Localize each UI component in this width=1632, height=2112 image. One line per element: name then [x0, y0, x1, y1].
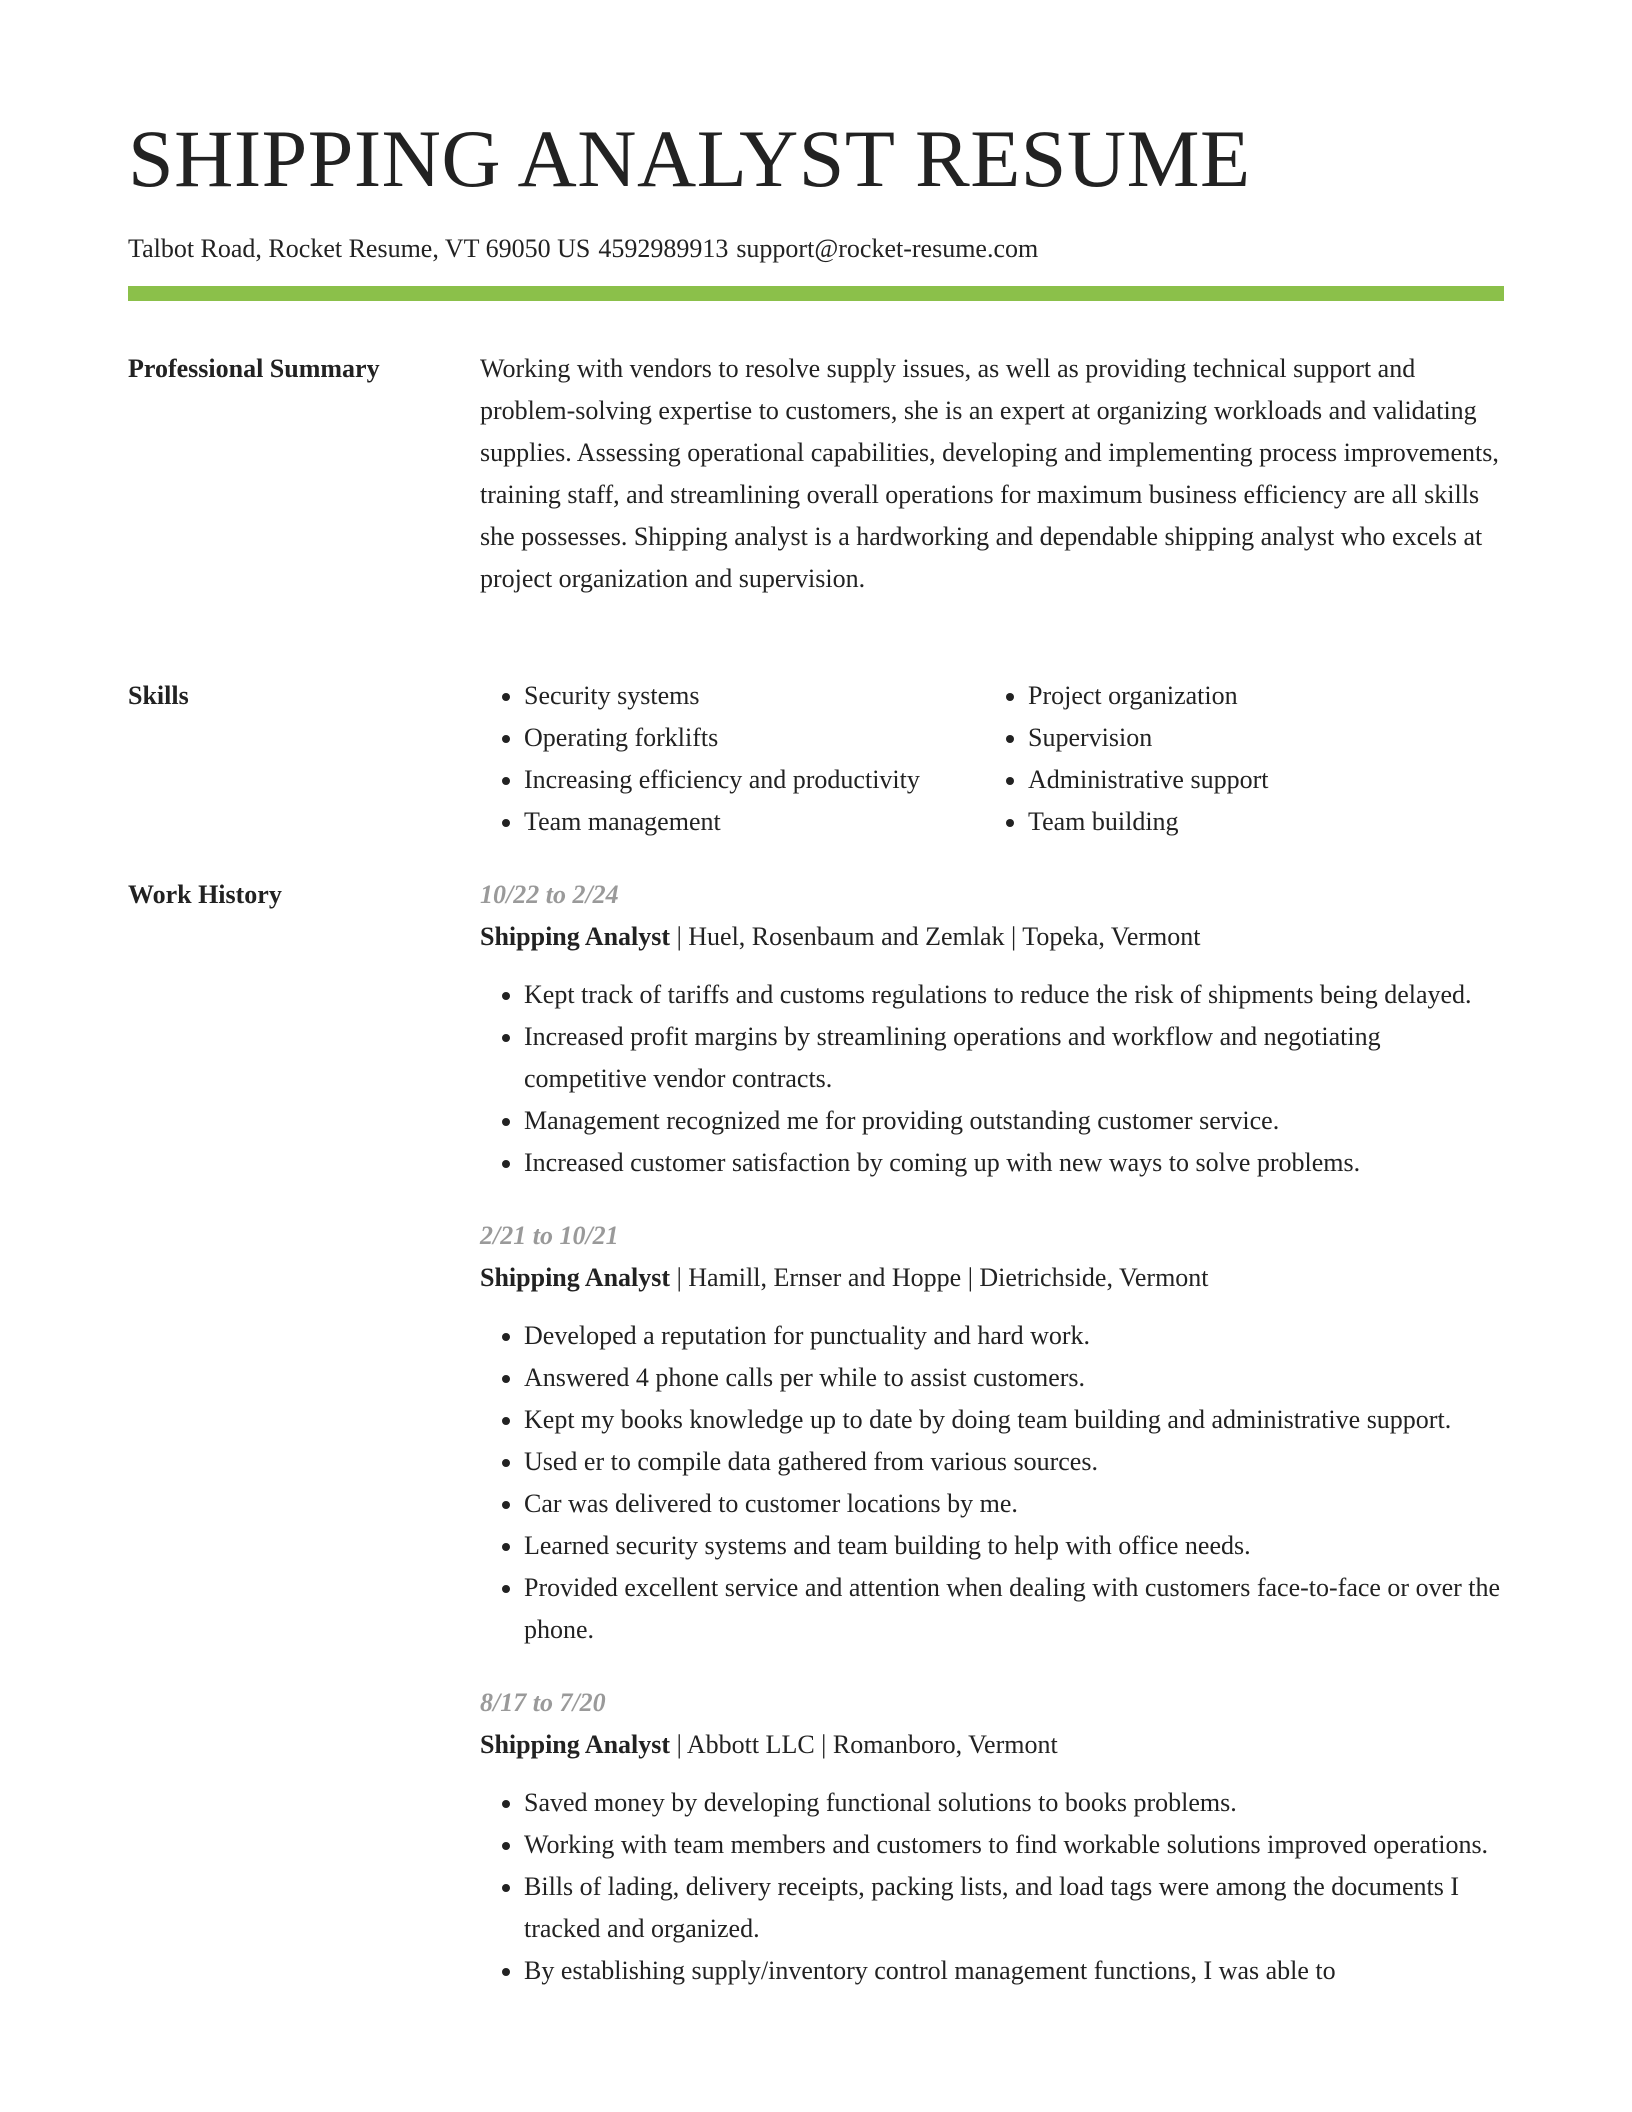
job-entry: [480, 1682, 1504, 1992]
job-bullet: • Used er to compile data gathered from various sources.: [524, 1441, 1504, 1483]
resume-title: SHIPPING ANALYST RESUME: [128, 113, 1251, 204]
job-bullets: [480, 1782, 1504, 1992]
job-details: | Abbott LLC | Romanboro, Vermont: [670, 1730, 1058, 1759]
skills-section: [480, 675, 1504, 843]
skills-label: Skills: [128, 681, 189, 710]
job-bullet: • Kept my books knowledge up to date by doing team building and administrative support.: [524, 1399, 1504, 1441]
job-dates: 10/22 to 2/24: [480, 880, 619, 909]
job-dates: 8/17 to 7/20: [480, 1688, 606, 1717]
job-details: | Huel, Rosenbaum and Zemlak | Topeka, Vermont: [670, 922, 1201, 951]
job-dates: 2/21 to 10/21: [480, 1221, 619, 1250]
job-heading: [480, 916, 1504, 958]
work-history-section: [480, 874, 1504, 2023]
skill-item: • Team building: [1028, 801, 1268, 843]
job-bullet: • Learned security systems and team building to help with office needs.: [524, 1525, 1504, 1567]
contact-email[interactable]: support@rocket-resume.com: [736, 234, 1039, 263]
skill-item: • Supervision: [1028, 717, 1268, 759]
job-bullets: [480, 974, 1504, 1184]
summary-label: Professional Summary: [128, 354, 380, 383]
skill-item: • Team management: [524, 801, 984, 843]
job-bullet: • Car was delivered to customer locations by me.: [524, 1483, 1504, 1525]
skill-item: • Project organization: [1028, 675, 1268, 717]
job-bullet: • Increased customer satisfaction by coming up with new ways to solve problems.: [524, 1142, 1504, 1184]
accent-divider: [128, 286, 1504, 301]
contact-address: Talbot Road, Rocket Resume, VT 69050 US: [128, 234, 591, 263]
skill-item: • Operating forklifts: [524, 717, 984, 759]
job-heading: [480, 1257, 1504, 1299]
job-bullet: • By establishing supply/inventory control management functions, I was able to: [524, 1950, 1504, 1992]
summary-section: [480, 348, 1504, 600]
job-bullet: • Answered 4 phone calls per while to assist customers.: [524, 1357, 1504, 1399]
skill-item: • Administrative support: [1028, 759, 1268, 801]
job-title: Shipping Analyst: [480, 922, 671, 951]
summary-text: Working with vendors to resolve supply issues, as well as providing technical support and problem-solving expertise to customers, she is an expert at organizing workloads and validating supplies. Assessing operational capabilities, developing and implementing process improvements, training staff, and streamlining overall operations for maximum business efficiency are all skills she possesses. Shipping analyst is a hardworking and dependable shipping analyst who excels at project organization and supervision.: [480, 354, 1499, 593]
job-entry: [480, 874, 1504, 1184]
skill-item: • Increasing efficiency and productivity: [524, 759, 984, 801]
job-bullet: • Bills of lading, delivery receipts, packing lists, and load tags were among the documents I tracked and organized.: [524, 1866, 1504, 1950]
job-bullets: [480, 1315, 1504, 1651]
contact-phone: 4592989913: [598, 234, 729, 263]
job-bullet: • Developed a reputation for punctuality and hard work.: [524, 1315, 1504, 1357]
skill-item: • Security systems: [524, 675, 984, 717]
job-details: | Hamill, Ernser and Hoppe | Dietrichside, Vermont: [670, 1263, 1209, 1292]
work-history-label: Work History: [128, 880, 282, 909]
job-title: Shipping Analyst: [480, 1730, 671, 1759]
contact-line: [128, 232, 1046, 266]
job-bullet: • Provided excellent service and attention when dealing with customers face-to-face or over the phone.: [524, 1567, 1504, 1651]
job-title: Shipping Analyst: [480, 1263, 671, 1292]
job-entry: [480, 1215, 1504, 1651]
skills-column-1: [480, 675, 984, 843]
job-bullet: • Increased profit margins by streamlining operations and workflow and negotiating competitive vendor contracts.: [524, 1016, 1504, 1100]
skills-column-2: [984, 675, 1268, 843]
job-bullet: • Kept track of tariffs and customs regulations to reduce the risk of shipments being delayed.: [524, 974, 1504, 1016]
job-bullet: • Saved money by developing functional solutions to books problems.: [524, 1782, 1504, 1824]
job-bullet: • Working with team members and customers to find workable solutions improved operations.: [524, 1824, 1504, 1866]
job-heading: [480, 1724, 1504, 1766]
job-bullet: • Management recognized me for providing outstanding customer service.: [524, 1100, 1504, 1142]
